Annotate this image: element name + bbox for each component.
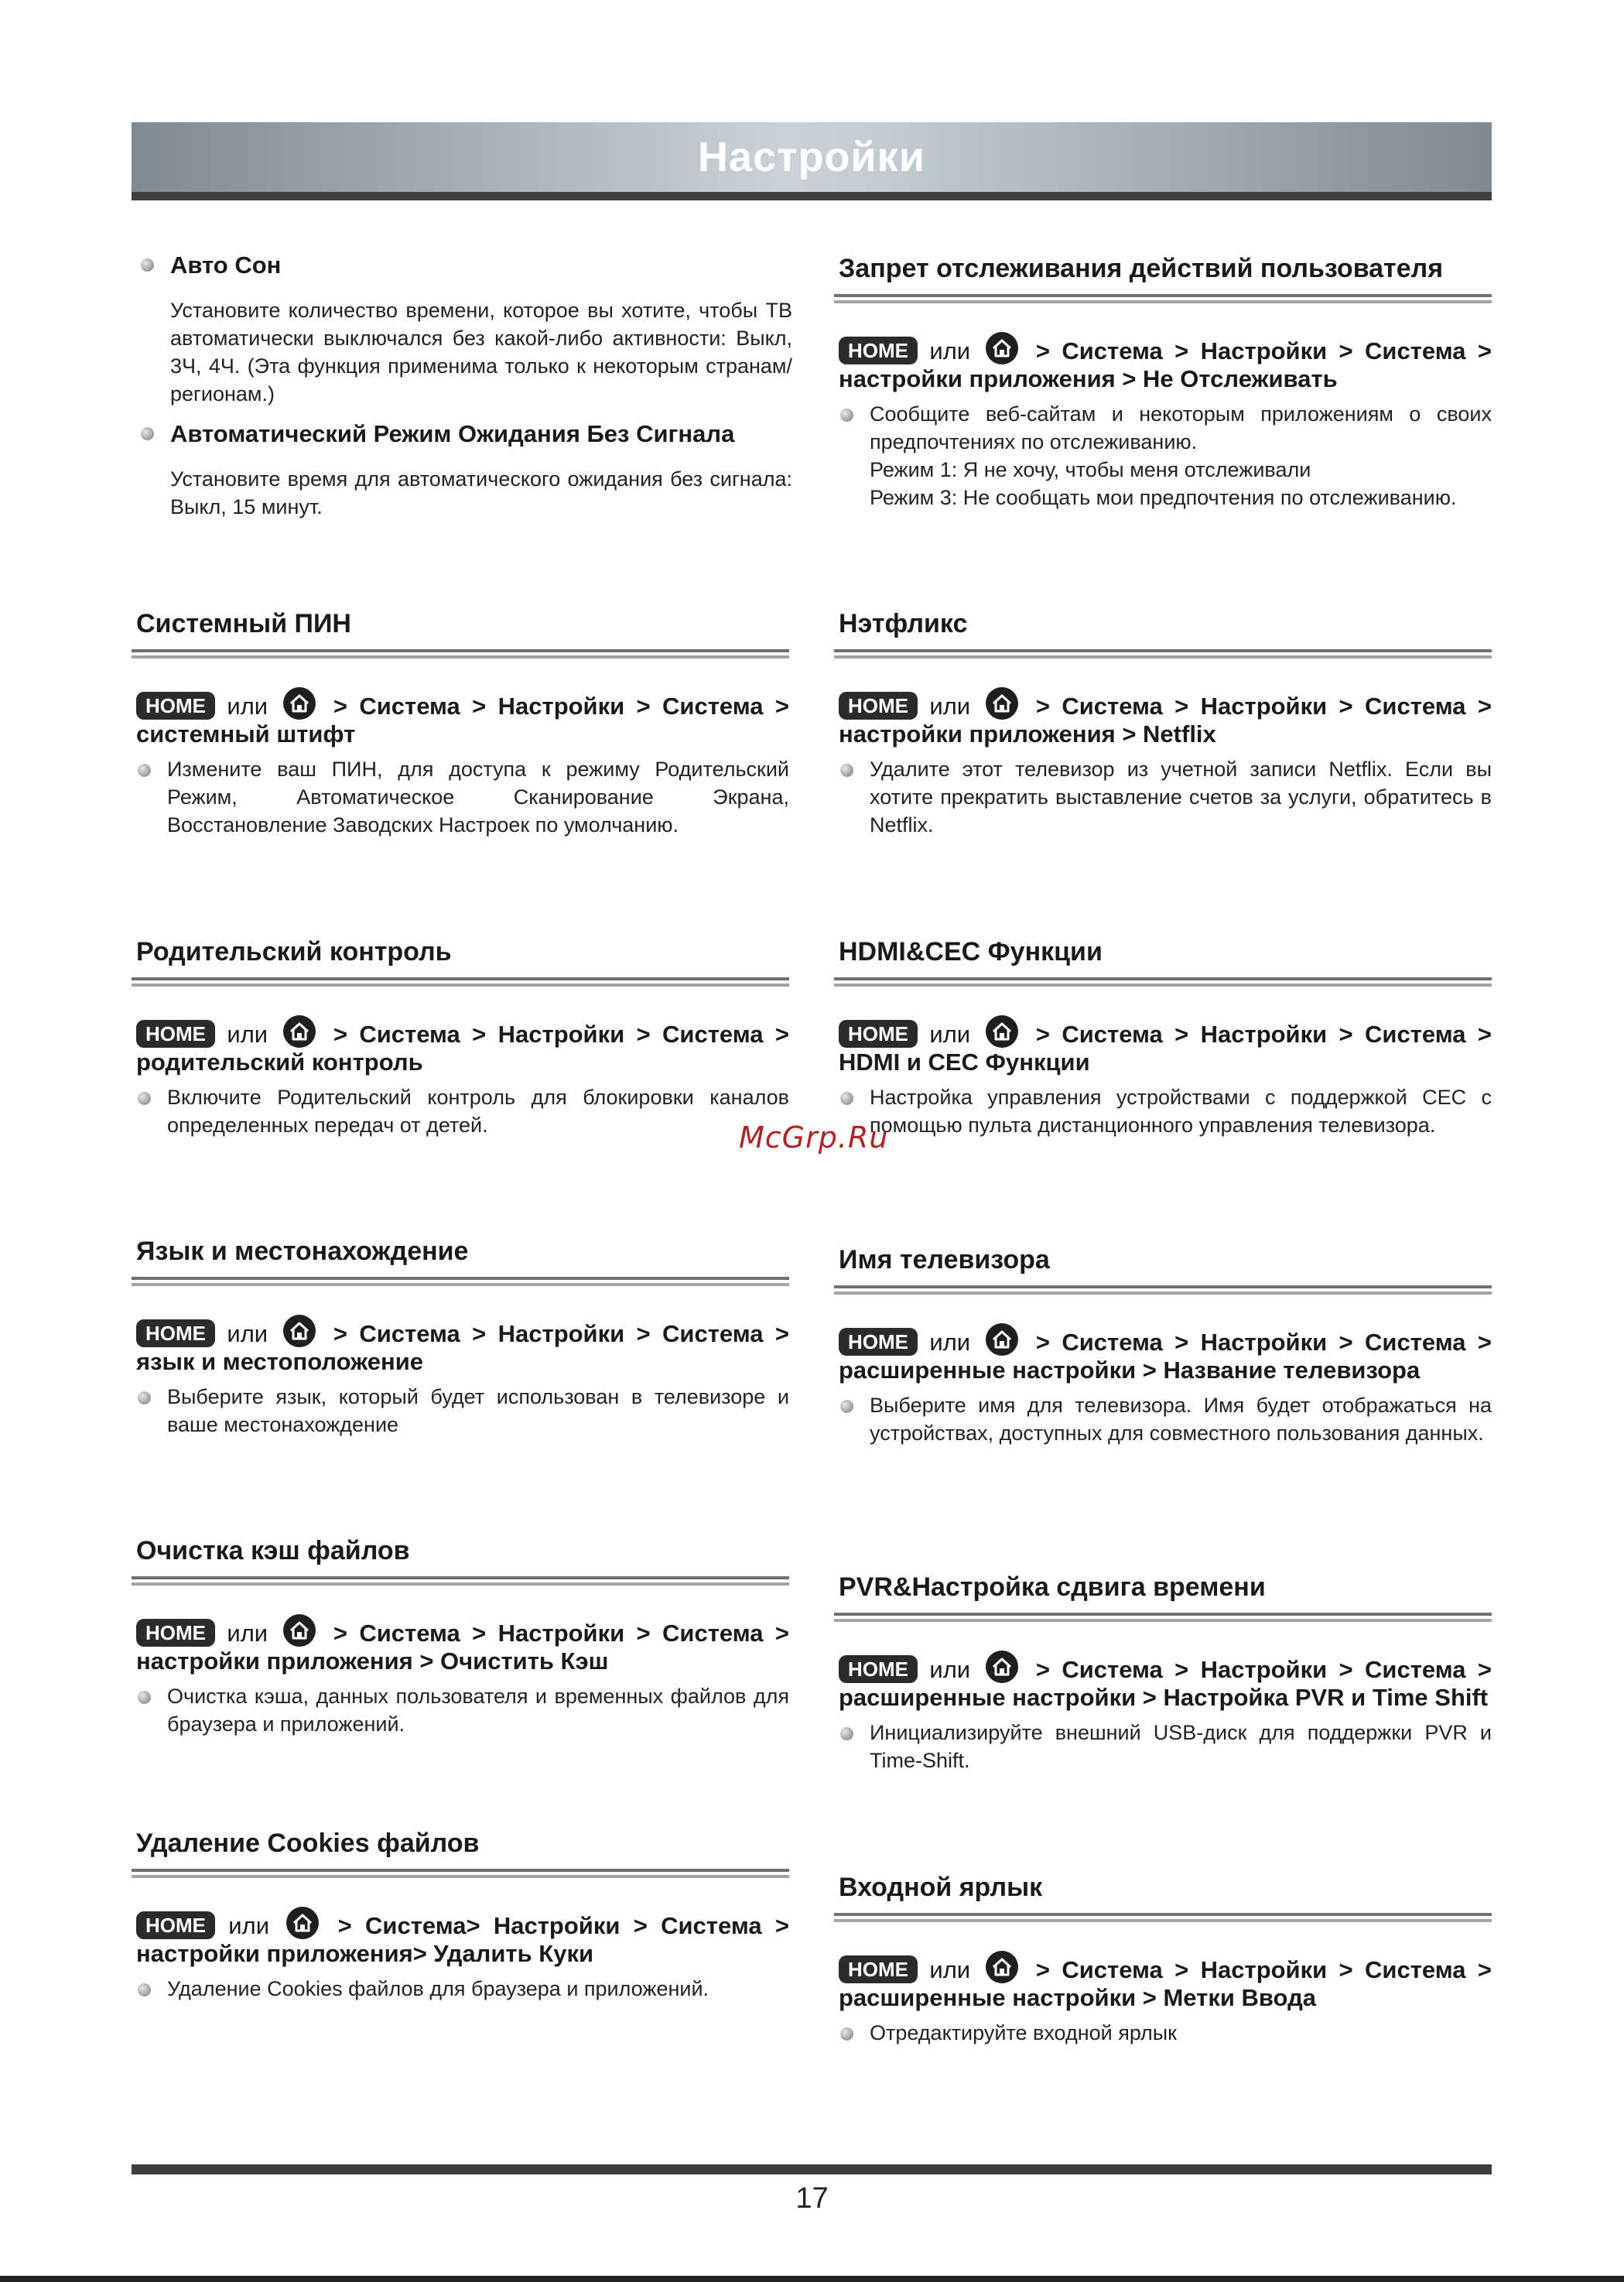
path-text: > Система > Настройки > Система > расширенные настройки > Настройка PVR и Time Shift	[839, 1656, 1492, 1711]
section-tv-name	[834, 1244, 1492, 1447]
menu-path	[132, 1613, 789, 1675]
home-button-badge: HOME	[839, 1328, 918, 1356]
home-icon	[282, 1613, 316, 1647]
or-text: или	[227, 1320, 268, 1347]
or-text: или	[227, 1021, 268, 1048]
page-header	[132, 122, 1492, 192]
menu-path	[834, 1650, 1492, 1711]
home-button-badge: HOME	[136, 692, 215, 720]
section-input-label	[834, 1871, 1492, 2047]
section-description	[834, 2019, 1492, 2047]
or-text: или	[929, 337, 971, 364]
menu-path	[132, 1906, 789, 1967]
description-text: Инициализируйте внешний USB-диск для поддержки PVR и Time-Shift.	[870, 1721, 1492, 1772]
footer-rule	[132, 2164, 1492, 2174]
bullet-icon	[840, 1727, 853, 1740]
feature-title: Авто Сон	[170, 251, 282, 279]
home-button-badge: HOME	[136, 1319, 215, 1347]
path-text: > Система > Настройки > Система > HDMI и CEC Функции	[839, 1021, 1492, 1076]
section-rule	[834, 649, 1492, 659]
bullet-icon	[840, 409, 853, 422]
section-rule	[834, 294, 1492, 303]
description-line: Сообщите веб-сайтам и некоторым приложениям о своих предпочтениях по отслеживанию.	[870, 402, 1492, 453]
path-text: > Система > Настройки > Система > расширенные настройки > Название телевизора	[839, 1329, 1492, 1384]
section-title: HDMI&CEC Функции	[839, 937, 1103, 967]
bullet-icon	[840, 764, 853, 777]
home-button-badge: HOME	[839, 1020, 918, 1048]
home-button-badge: HOME	[136, 1020, 215, 1048]
bullet-icon	[138, 764, 151, 777]
or-text: или	[929, 1656, 971, 1683]
section-description	[834, 400, 1492, 511]
feature-title: Автоматический Режим Ожидания Без Сигнала	[170, 420, 735, 447]
path-text: > Система > Настройки > Система > настройки приложения > Очистить Кэш	[136, 1620, 789, 1675]
description-text: Отредактируйте входной ярлык	[870, 2021, 1177, 2044]
menu-path	[834, 1950, 1492, 2011]
bullet-icon	[138, 1391, 151, 1404]
bullet-icon	[840, 2027, 853, 2041]
or-text: или	[929, 693, 971, 720]
path-text: > Система > Настройки > Система > настройки приложения > Не Отслеживать	[839, 337, 1492, 392]
home-icon	[282, 1014, 316, 1049]
home-icon	[985, 686, 1019, 720]
path-text: > Система > Настройки > Система > язык и местоположение	[136, 1320, 789, 1375]
section-clear-cache	[132, 1534, 789, 1738]
section-title: Имя телевизора	[839, 1245, 1050, 1274]
section-description	[132, 1383, 789, 1439]
menu-path	[834, 1014, 1492, 1076]
section-rule	[132, 1576, 789, 1586]
menu-path	[834, 686, 1492, 748]
section-system-pin	[132, 607, 789, 839]
path-text: > Система > Настройки > Система > расширенные настройки > Метки Ввода	[839, 1956, 1492, 2011]
section-rule	[834, 977, 1492, 987]
section-title: Родительский контроль	[136, 937, 452, 967]
section-language-location	[132, 1235, 789, 1439]
bullet-icon	[840, 1400, 853, 1413]
home-icon	[985, 1014, 1019, 1049]
menu-path	[132, 1014, 789, 1076]
feature-description: Установите количество времени, которое вы хотите, чтобы ТВ автоматически выключался без какой-либо активности: Выкл, 3Ч, 4Ч. (Эта функция применима только к некоторым странам/регионам.)	[170, 299, 792, 405]
home-icon	[985, 1950, 1019, 1984]
home-icon	[985, 1322, 1019, 1357]
section-title: Нэтфликс	[839, 609, 968, 638]
home-icon	[985, 1650, 1019, 1684]
menu-path	[132, 1314, 789, 1375]
section-netflix	[834, 607, 1492, 839]
or-text: или	[929, 1956, 971, 1983]
description-text: Включите Родительский контроль для блокировки каналов определенных передач от детей.	[167, 1086, 789, 1137]
section-description	[132, 1083, 789, 1139]
section-title: Очистка кэш файлов	[136, 1536, 410, 1565]
section-description	[132, 755, 789, 839]
section-description	[834, 1719, 1492, 1774]
page-number: 17	[795, 2182, 829, 2215]
home-button-badge: HOME	[839, 1655, 918, 1683]
or-text: или	[929, 1021, 971, 1048]
section-rule	[834, 1285, 1492, 1295]
section-delete-cookies	[132, 1827, 789, 2003]
feature-description: Установите время для автоматического ожидания без сигнала: Выкл, 15 минут.	[170, 467, 792, 518]
section-description	[834, 755, 1492, 839]
bullet-icon	[138, 1691, 151, 1704]
menu-path	[834, 331, 1492, 392]
path-text: > Система > Настройки > Система > родительский контроль	[136, 1021, 789, 1076]
section-title: PVR&Настройка сдвига времени	[839, 1572, 1266, 1602]
page-title: Настройки	[698, 134, 925, 180]
bullet-icon	[138, 1092, 151, 1105]
section-pvr-timeshift	[834, 1571, 1492, 1774]
description-line: Режим 3: Не сообщать мои предпочтения по отслеживанию.	[870, 486, 1457, 509]
section-rule	[834, 1913, 1492, 1922]
description-text: Удалите этот телевизор из учетной записи Netflix. Если вы хотите прекратить выставление счетов за услуги, обратитесь в Netflix.	[870, 758, 1492, 837]
bullet-icon	[840, 1092, 853, 1105]
section-rule	[132, 1277, 789, 1286]
path-text: > Система > Настройки > Система > системный штифт	[136, 693, 789, 748]
home-icon	[985, 331, 1019, 365]
description-text: Очистка кэша, данных пользователя и временных файлов для браузера и приложений.	[167, 1685, 789, 1736]
description-text: Удаление Cookies файлов для браузера и приложений.	[167, 1977, 709, 2000]
description-line: Режим 1: Я не хочу, чтобы меня отслеживали	[870, 458, 1311, 481]
section-title: Системный ПИН	[136, 609, 351, 638]
section-do-not-track	[834, 252, 1492, 511]
section-title: Входной ярлык	[839, 1873, 1043, 1902]
feature-auto-sleep	[135, 250, 792, 408]
home-icon	[282, 1314, 316, 1348]
section-hdmi-cec	[834, 936, 1492, 1139]
watermark: McGrp.Ru	[739, 1120, 889, 1155]
section-rule	[132, 649, 789, 659]
section-title: Язык и местонахождение	[136, 1237, 469, 1266]
section-title: Удаление Cookies файлов	[136, 1829, 480, 1858]
bullet-icon	[141, 258, 154, 272]
header-rule	[132, 192, 1492, 200]
home-button-badge: HOME	[839, 692, 918, 720]
home-icon	[285, 1906, 320, 1940]
menu-path	[132, 686, 789, 748]
or-text: или	[228, 1912, 270, 1939]
menu-path	[834, 1322, 1492, 1384]
path-text: > Система > Настройки > Система > настройки приложения > Netflix	[839, 693, 1492, 748]
home-button-badge: HOME	[136, 1911, 215, 1939]
feature-auto-standby	[135, 419, 792, 521]
home-button-badge: HOME	[136, 1619, 215, 1647]
bullet-icon	[141, 427, 154, 440]
home-button-badge: HOME	[839, 1955, 918, 1983]
section-parental-control	[132, 936, 789, 1139]
description-text: Измените ваш ПИН, для доступа к режиму Родительский Режим, Автоматическое Сканирование Экрана, Восстановление Заводских Настроек по умолчанию.	[167, 758, 789, 837]
section-description	[834, 1083, 1492, 1139]
home-button-badge: HOME	[839, 337, 918, 364]
bottom-edge	[0, 2276, 1624, 2282]
section-rule	[132, 977, 789, 987]
or-text: или	[929, 1329, 971, 1356]
intro-features	[135, 250, 792, 521]
section-description	[132, 1682, 789, 1738]
or-text: или	[227, 1620, 268, 1647]
bullet-icon	[138, 1983, 151, 1996]
section-description	[132, 1975, 789, 2003]
path-text: > Система> Настройки > Система > настройки приложения> Удалить Куки	[136, 1912, 789, 1967]
description-text: Выберите имя для телевизора. Имя будет отображаться на устройствах, доступных для совместного пользования данных.	[870, 1394, 1492, 1445]
description-text: Настройка управления устройствами с поддержкой CEC с помощью пульта дистанционного управления телевизора.	[870, 1086, 1492, 1137]
section-title: Запрет отслеживания действий пользователя	[839, 254, 1444, 283]
section-description	[834, 1391, 1492, 1447]
description-text: Выберите язык, который будет использован в телевизоре и ваше местонахождение	[167, 1385, 789, 1436]
section-rule	[834, 1613, 1492, 1622]
section-rule	[132, 1869, 789, 1878]
home-icon	[282, 686, 316, 720]
or-text: или	[227, 693, 268, 720]
